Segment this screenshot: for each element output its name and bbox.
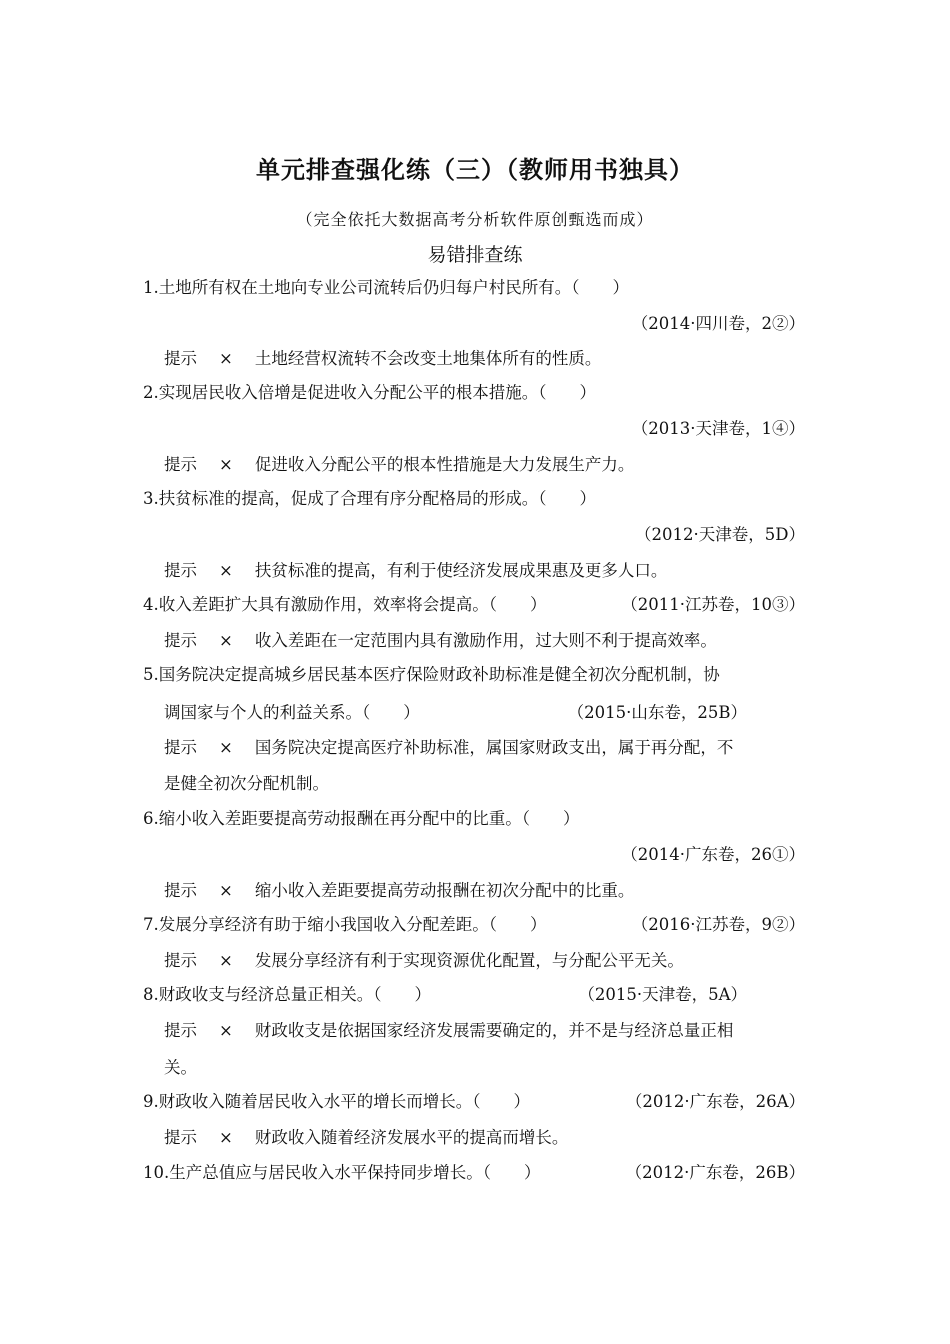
hint-label: 提示 <box>164 1021 197 1040</box>
hint-1 <box>164 348 805 370</box>
cross-mark-icon: × <box>219 1128 233 1147</box>
cross-mark-icon: × <box>219 349 233 368</box>
cross-mark-icon: × <box>219 455 233 474</box>
page-subtitle: （完全依托大数据高考分析软件原创甄选而成） <box>296 210 654 229</box>
cross-mark-icon: × <box>219 631 233 650</box>
hint-label: 提示 <box>164 455 197 474</box>
question-2: 2.实现居民收入倍增是促进收入分配公平的根本措施。（ ） <box>143 383 596 402</box>
hint-label: 提示 <box>164 738 197 757</box>
hint-6 <box>164 880 805 902</box>
question-10 <box>143 1162 805 1184</box>
cross-mark-icon: × <box>219 561 233 580</box>
hint-2 <box>164 454 805 476</box>
hint-text: 发展分享经济有利于实现资源优化配置，与分配公平无关。 <box>254 951 684 970</box>
question-6-source: （2014·广东卷，26①） <box>621 845 805 864</box>
question-5: 5.国务院决定提高城乡居民基本医疗保险财政补助标准是健全初次分配机制，协 <box>143 665 720 684</box>
hint-4 <box>164 630 805 652</box>
question-1-source: （2014·四川卷，2②） <box>631 314 805 333</box>
question-4-source: （2011·江苏卷，10③） <box>621 595 805 614</box>
hint-text: 收入差距在一定范围内具有激励作用，过大则不利于提高效率。 <box>254 631 717 650</box>
hint-7 <box>164 950 805 972</box>
hint-text: 缩小收入差距要提高劳动报酬在初次分配中的比重。 <box>254 881 635 900</box>
question-5-cont <box>164 702 805 724</box>
question-5-source: （2015·山东卷，25B） <box>567 703 747 722</box>
question-text: 调国家与个人的利益关系。（ ） <box>164 703 420 722</box>
cross-mark-icon: × <box>219 881 233 900</box>
question-6: 6.缩小收入差距要提高劳动报酬在再分配中的比重。（ ） <box>143 809 580 828</box>
question-7-source: （2016·江苏卷，9②） <box>631 915 805 934</box>
section-heading: 易错排查练 <box>427 244 523 266</box>
question-text: 10.生产总值应与居民收入水平保持同步增长。（ ） <box>143 1163 541 1182</box>
hint-text: 土地经营权流转不会改变土地集体所有的性质。 <box>254 349 602 368</box>
hint-label: 提示 <box>164 951 197 970</box>
hint-label: 提示 <box>164 631 197 650</box>
question-8 <box>143 984 805 1006</box>
question-3-source: （2012·天津卷，5D） <box>635 525 805 544</box>
question-text: 8.财政收支与经济总量正相关。（ ） <box>143 985 431 1004</box>
hint-3 <box>164 560 805 582</box>
hint-8 <box>164 1020 805 1042</box>
hint-text: 财政收支是依据国家经济发展需要确定的，并不是与经济总量正相 <box>254 1021 734 1040</box>
cross-mark-icon: × <box>219 951 233 970</box>
question-text: 4.收入差距扩大具有激励作用，效率将会提高。（ ） <box>143 595 547 614</box>
question-2-source: （2013·天津卷，1④） <box>631 419 805 438</box>
hint-9 <box>164 1127 805 1149</box>
cross-mark-icon: × <box>219 738 233 757</box>
question-4 <box>143 594 805 616</box>
hint-text: 财政收入随着经济发展水平的提高而增长。 <box>254 1128 569 1147</box>
question-9-source: （2012·广东卷，26A） <box>625 1092 805 1111</box>
hint-text: 扶贫标准的提高，有利于使经济发展成果惠及更多人口。 <box>254 561 668 580</box>
question-7 <box>143 914 805 936</box>
hint-text: 国务院决定提高医疗补助标准，属国家财政支出，属于再分配，不 <box>254 738 734 757</box>
hint-label: 提示 <box>164 349 197 368</box>
question-text: 9.财政收入随着居民收入水平的增长而增长。（ ） <box>143 1092 530 1111</box>
question-9 <box>143 1091 805 1113</box>
question-text: 7.发展分享经济有助于缩小我国收入分配差距。（ ） <box>143 915 547 934</box>
hint-8-cont: 关。 <box>164 1058 197 1077</box>
cross-mark-icon: × <box>219 1021 233 1040</box>
hint-5-cont: 是健全初次分配机制。 <box>164 774 329 793</box>
page-title: 单元排查强化练（三）（教师用书独具） <box>256 156 694 184</box>
question-8-source: （2015·天津卷，5A） <box>578 985 747 1004</box>
hint-5 <box>164 737 805 759</box>
question-10-source: （2012·广东卷，26B） <box>625 1163 805 1182</box>
question-1: 1.土地所有权在土地向专业公司流转后仍归每户村民所有。（ ） <box>143 278 629 297</box>
hint-label: 提示 <box>164 881 197 900</box>
hint-label: 提示 <box>164 561 197 580</box>
hint-text: 促进收入分配公平的根本性措施是大力发展生产力。 <box>254 455 635 474</box>
hint-label: 提示 <box>164 1128 197 1147</box>
question-3: 3.扶贫标准的提高，促成了合理有序分配格局的形成。（ ） <box>143 489 596 508</box>
